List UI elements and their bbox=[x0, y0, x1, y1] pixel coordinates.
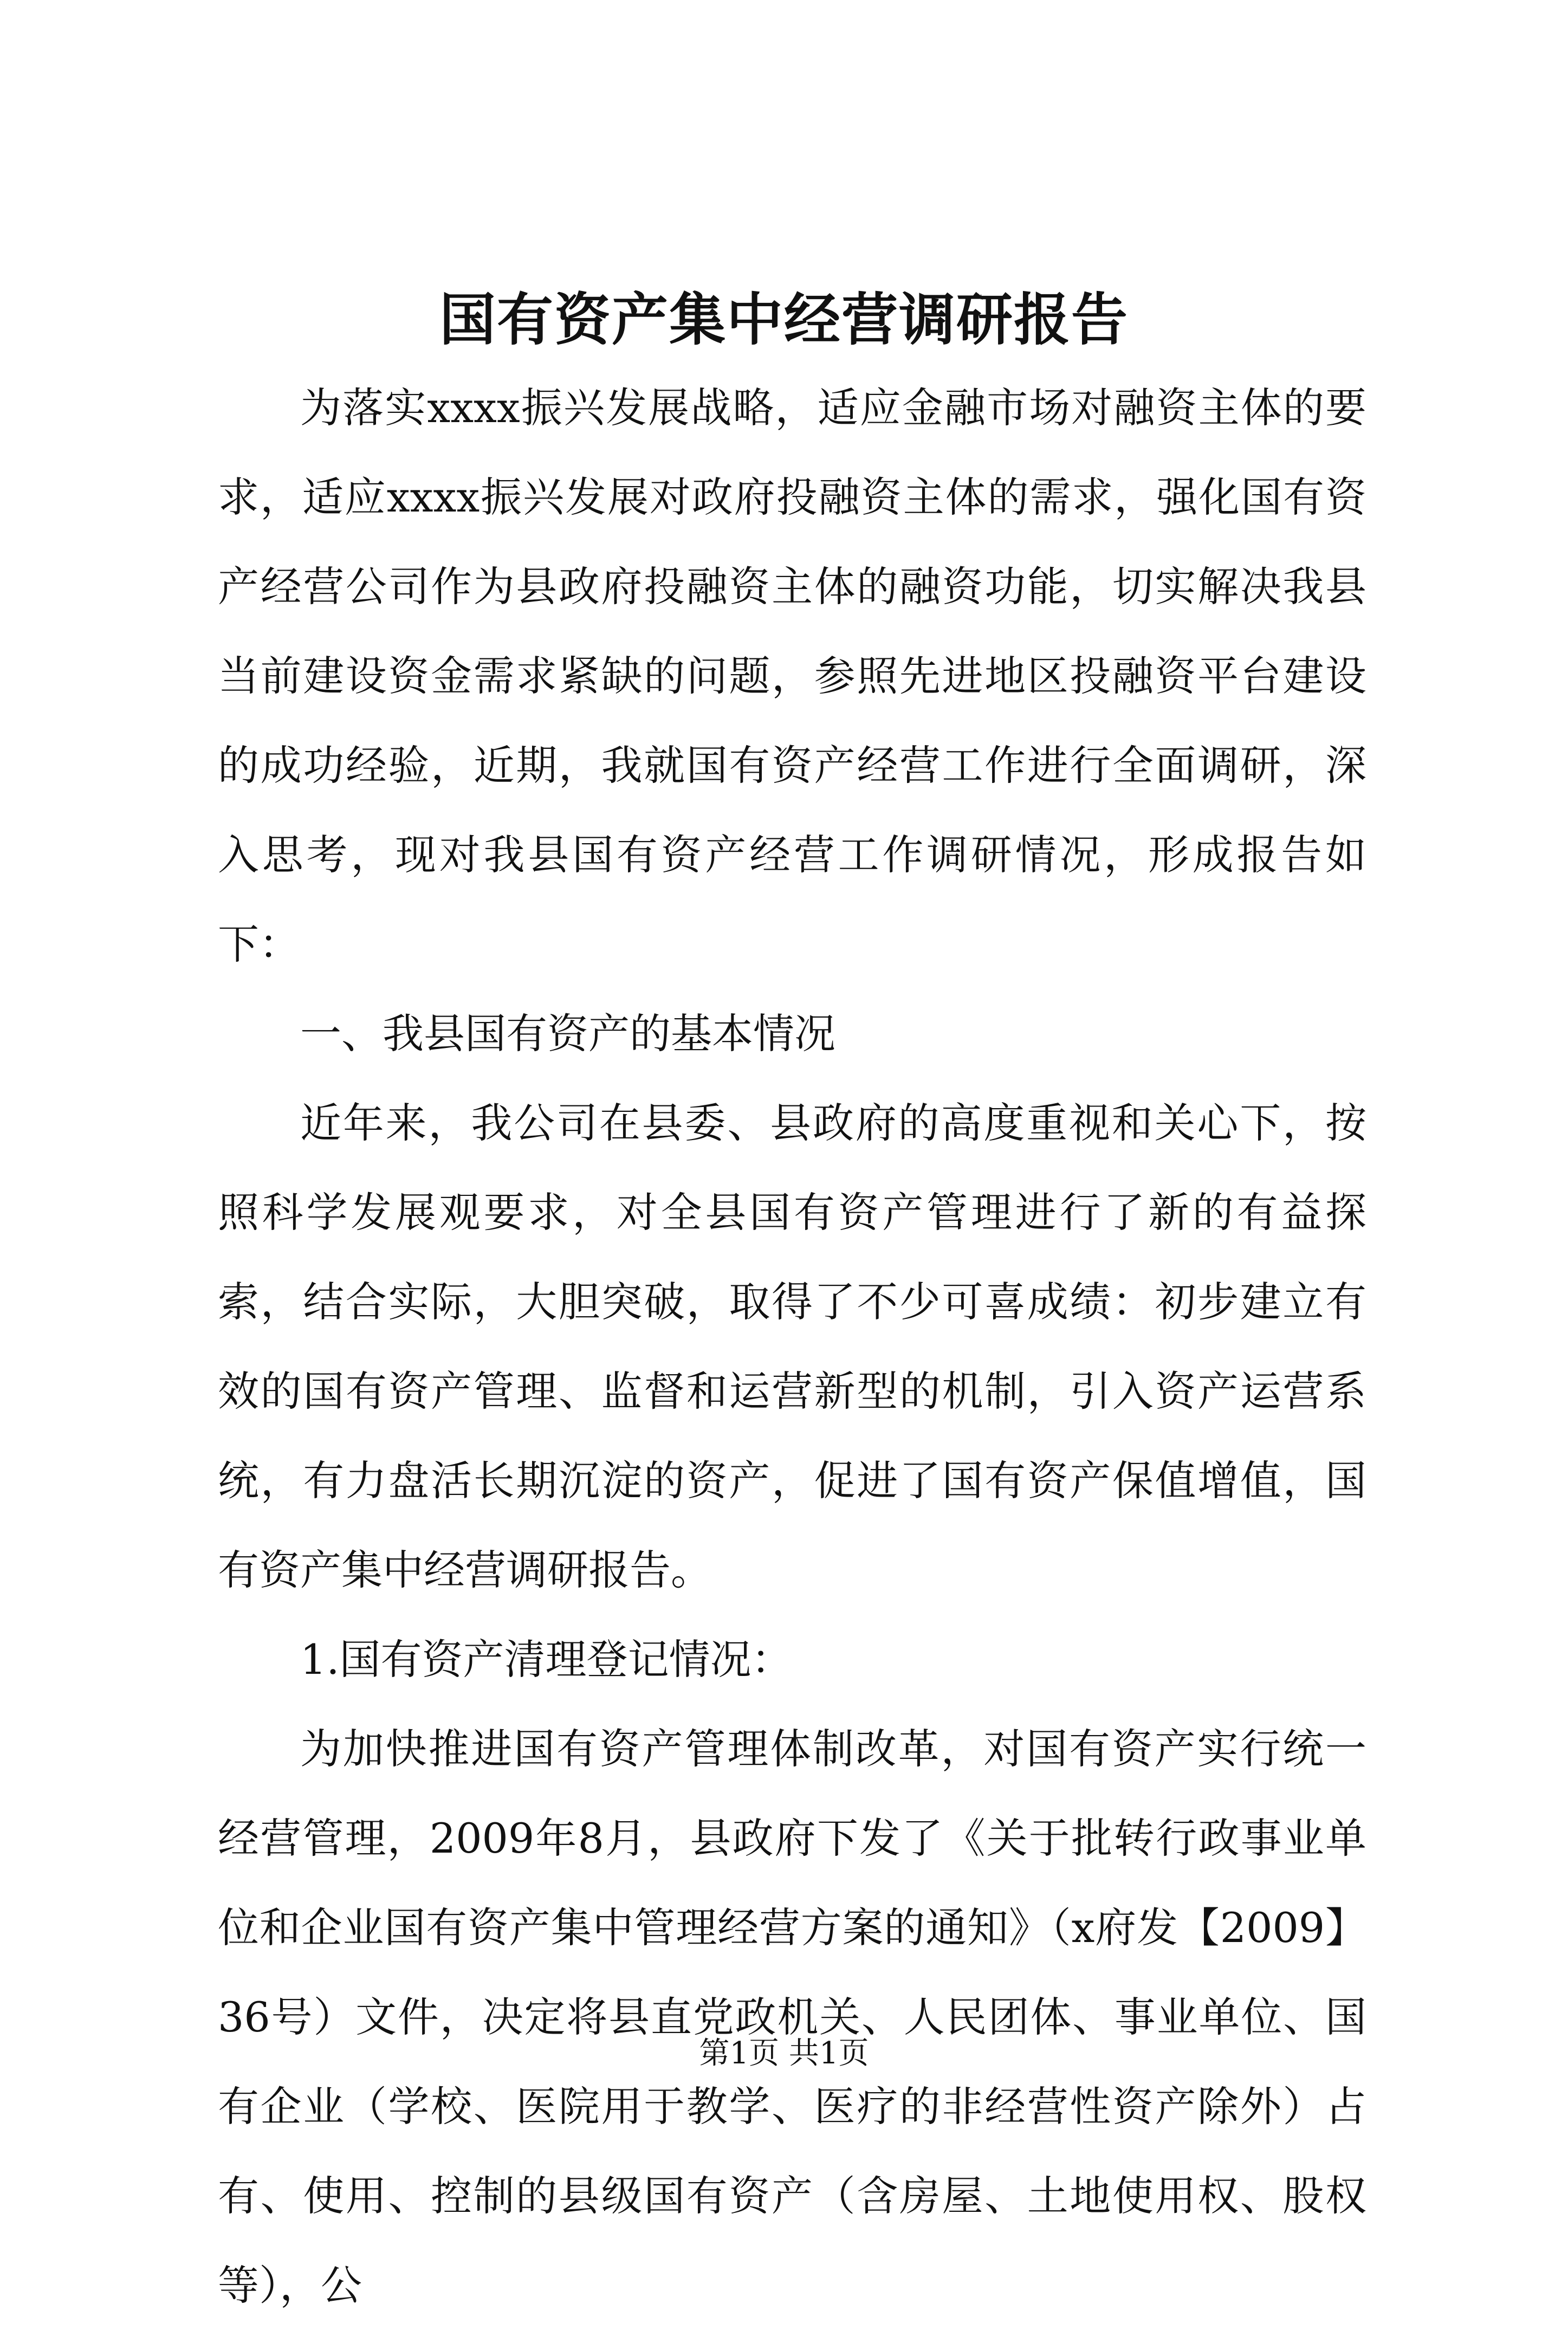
section-heading-basic-situation: 一、我县国有资产的基本情况 bbox=[300, 1009, 835, 1058]
document-title: 国有资产集中经营调研报告 bbox=[439, 286, 1129, 353]
page-number-footer: 第1页 共1页 bbox=[699, 2036, 869, 2071]
paragraph-asset-registration: 为加快推进国有资产管理体制改革，对国有资产实行统一经营管理，2009年8月，县政府下发了《关于批转行政事业单位和企业国有资产集中管理经营方案的通知》（x府发【2009】36号）文件，决定将县直党政机关、人民团体、事业单位、国有企业（学校、医院用于教学、医疗的非经营性资产除外）占有、使用、控制的县级国有资产（含房屋、土地使用权、股权等），公 bbox=[218, 1725, 1366, 2309]
paragraph-intro: 为落实xxxx振兴发展战略，适应金融市场对融资主体的要求，适应xxxx振兴发展对政府投融资主体的需求，强化国有资产经营公司作为县政府投融资主体的融资功能，切实解决我县当前建设资金需求紧缺的问题，参照先进地区投融资平台建设的成功经验，近期，我就国有资产经营工作进行全面调研，深入思考，现对我县国有资产经营工作调研情况，形成报告如下： bbox=[218, 384, 1366, 968]
subheading-asset-registration: 1.国有资产清理登记情况： bbox=[300, 1635, 793, 1684]
paragraph-recent-years: 近年来，我公司在县委、县政府的高度重视和关心下，按照科学发展观要求，对全县国有资产管理进行了新的有益探索，结合实际，大胆突破，取得了不少可喜成绩：初步建立有效的国有资产管理、监督和运营新型的机制，引入资产运营系统，有力盘活长期沉淀的资产，促进了国有资产保值增值，国有资产集中经营调研报告。 bbox=[218, 1099, 1366, 1594]
